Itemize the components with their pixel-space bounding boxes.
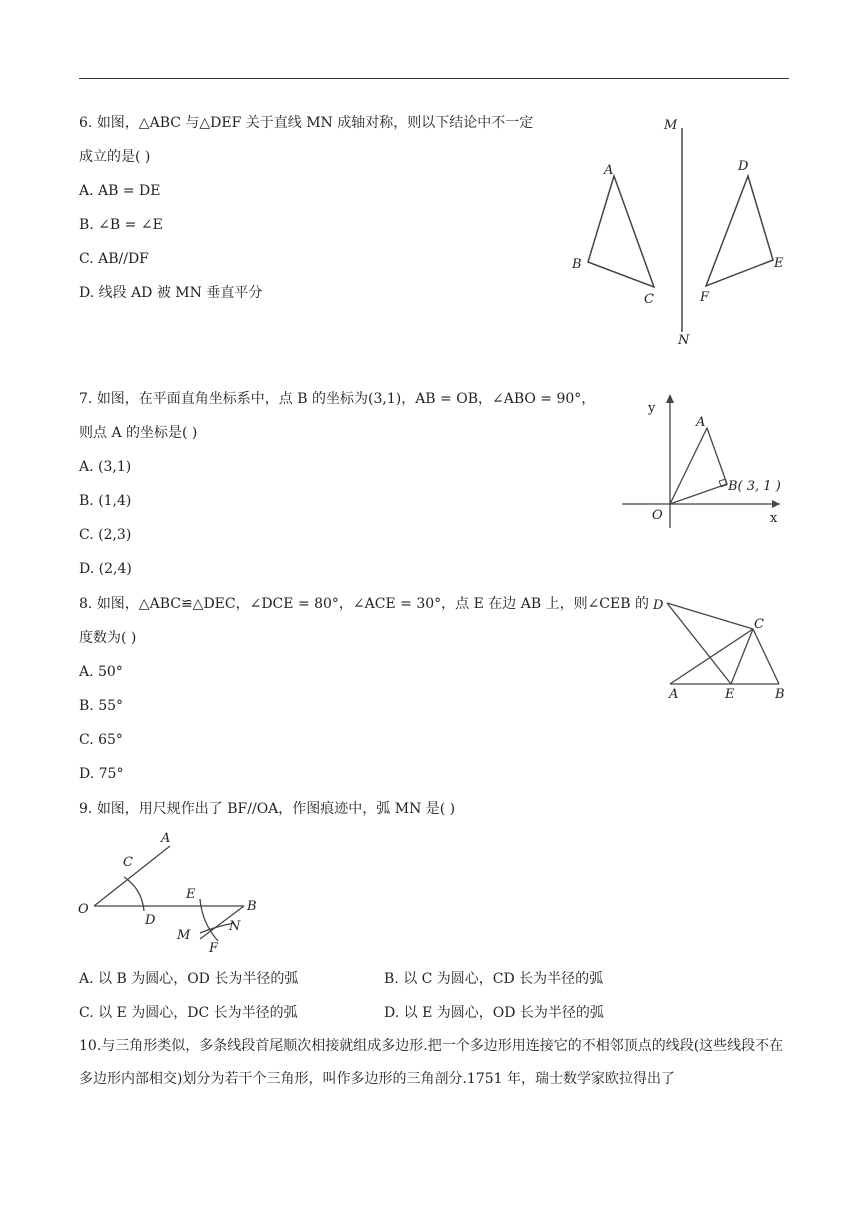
- q7-y-arrow-icon: [666, 394, 674, 403]
- q8-segment-ec: [731, 629, 753, 684]
- q6-figure: [560, 110, 800, 350]
- q8-stem-line1: 8. 如图，△ABC≌△DEC，∠DCE = 80°，∠ACE = 30°，点 E 在边 AB 上，则∠CEB 的: [79, 596, 649, 612]
- q6-stem-line2: 成立的是( ): [79, 149, 151, 165]
- q7-option-a[interactable]: A. (3,1): [79, 459, 132, 475]
- q8-stem-line2: 度数为( ): [79, 630, 137, 646]
- q6-label-a: A: [604, 163, 614, 178]
- q8-figure: [645, 590, 795, 705]
- q7-triangle-oab: [670, 428, 727, 504]
- q6-label-m: M: [664, 118, 678, 133]
- q6-label-n: N: [678, 333, 690, 348]
- q8-label-d: D: [653, 598, 664, 613]
- q7-right-angle-mark: [719, 479, 727, 487]
- q7-label-b: B( 3, 1 ): [728, 479, 781, 494]
- q10-stem: 10.与三角形类似，多条线段首尾顺次相接就组成多边形.把一个多边形用连接它的不相邻顶点的线段(这些线段不在多边形内部相交)划分为若干个三角形，叫作多边形的三角剖分.1751 年，瑞士数学家欧拉得出了: [79, 1038, 784, 1087]
- q9-arc-ef: [200, 899, 218, 941]
- q7-option-c[interactable]: C. (2,3): [79, 527, 132, 543]
- q9-option-c[interactable]: C. 以 E 为圆心，DC 长为半径的弧: [79, 1005, 298, 1021]
- q7-label-a: A: [696, 415, 706, 430]
- q6-option-d[interactable]: D. 线段 AD 被 MN 垂直平分: [79, 285, 263, 301]
- q7-label-x: x: [770, 511, 778, 526]
- q6-triangle-abc: [588, 176, 654, 287]
- q9-label-e: E: [186, 887, 196, 902]
- q6-label-d: D: [738, 159, 749, 174]
- q6-label-e: E: [774, 256, 784, 271]
- q8-label-b: B: [775, 687, 785, 702]
- q9-label-c: C: [123, 855, 133, 870]
- q6-option-a[interactable]: A. AB = DE: [79, 183, 161, 199]
- q7-label-y: y: [648, 401, 656, 416]
- q7-option-b[interactable]: B. (1,4): [79, 493, 132, 509]
- q9-figure: [74, 825, 274, 955]
- q7-x-arrow-icon: [772, 500, 780, 508]
- q6-stem-line1: 6. 如图，△ABC 与△DEF 关于直线 MN 成轴对称，则以下结论中不一定: [79, 115, 534, 131]
- q8-option-c[interactable]: C. 65°: [79, 732, 123, 748]
- q9-label-m: M: [177, 928, 191, 943]
- q8-option-b[interactable]: B. 55°: [79, 698, 124, 714]
- q8-option-d[interactable]: D. 75°: [79, 766, 124, 782]
- q8-segment-ac: [670, 629, 753, 684]
- q6-label-b: B: [572, 257, 582, 272]
- q9-option-d[interactable]: D. 以 E 为圆心，OD 长为半径的弧: [384, 1005, 604, 1021]
- q6-label-c: C: [644, 292, 654, 307]
- q8-segment-dc: [667, 603, 753, 629]
- q9-label-b: B: [247, 899, 257, 914]
- q6-label-f: F: [700, 290, 710, 305]
- q6-triangle-def: [706, 176, 773, 286]
- q8-segment-bc: [753, 629, 779, 684]
- header-rule: [79, 78, 789, 79]
- q9-label-f: F: [209, 941, 219, 955]
- q9-stem: 9. 如图，用尺规作出了 BF//OA，作图痕迹中，弧 MN 是( ): [79, 801, 456, 817]
- q9-option-b[interactable]: B. 以 C 为圆心，CD 长为半径的弧: [384, 971, 604, 987]
- q8-label-a: A: [669, 687, 679, 702]
- q7-figure: [610, 388, 800, 538]
- q9-label-o: O: [78, 902, 89, 917]
- q8-label-e: E: [725, 687, 735, 702]
- q9-label-d: D: [145, 913, 156, 928]
- q6-option-c[interactable]: C. AB//DF: [79, 251, 149, 267]
- q7-stem-line1: 7. 如图，在平面直角坐标系中，点 B 的坐标为(3,1)，AB = OB，∠ABO = 90°，: [79, 391, 596, 407]
- q9-label-a: A: [161, 831, 171, 846]
- q7-stem-line2: 则点 A 的坐标是( ): [79, 425, 198, 441]
- q8-option-a[interactable]: A. 50°: [79, 664, 123, 680]
- q9-label-n: N: [229, 919, 241, 934]
- q8-label-c: C: [754, 617, 764, 632]
- q7-label-o: O: [652, 508, 663, 523]
- q8-segment-de: [667, 603, 731, 684]
- q9-option-a[interactable]: A. 以 B 为圆心，OD 长为半径的弧: [79, 971, 299, 987]
- q6-option-b[interactable]: B. ∠B = ∠E: [79, 217, 163, 233]
- q7-option-d[interactable]: D. (2,4): [79, 561, 132, 577]
